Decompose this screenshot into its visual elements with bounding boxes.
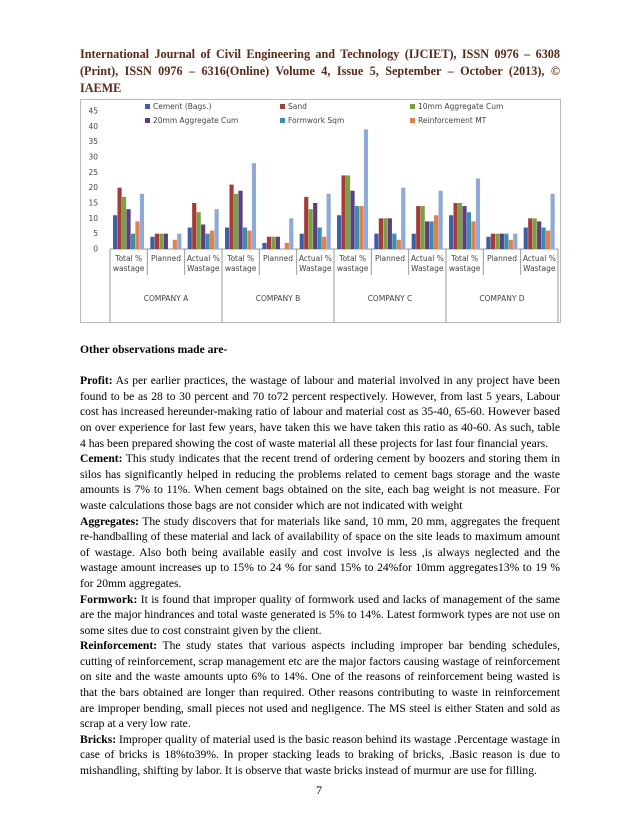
bar-series-7 <box>439 191 443 249</box>
legend-label: 10mm Aggregate Cum <box>418 102 504 111</box>
body-text <box>80 342 560 779</box>
legend-swatch <box>410 118 415 123</box>
bar-20mm-aggregate-cum <box>388 218 392 249</box>
bar-10mm-aggregate-cum <box>346 175 350 249</box>
label: Cement: <box>80 452 123 466</box>
bar-sand <box>267 237 271 249</box>
category-label: Planned <box>262 254 294 263</box>
paragraph-formwork <box>80 592 560 639</box>
bar-20mm-aggregate-cum <box>238 191 242 249</box>
bar-cement-bags- <box>188 228 192 249</box>
page-number: 7 <box>316 783 322 797</box>
bar-reinforcement-mt <box>247 231 251 249</box>
y-tick-label: 5 <box>93 229 98 239</box>
wastage-bar-chart <box>80 99 561 323</box>
bar-20mm-aggregate-cum <box>313 203 317 249</box>
bar-sand <box>304 197 308 249</box>
bar-10mm-aggregate-cum <box>458 203 462 249</box>
bar-20mm-aggregate-cum <box>276 237 280 249</box>
bar-10mm-aggregate-cum <box>495 234 499 249</box>
bar-series-7 <box>140 194 144 249</box>
text: As per earlier practices, the wastage of labour and material involved in any project have been found to be as 28 to 30 percent and 70 to72 percent respectively. However, from last 5 years, Labour cost has increased hereunder-making ratio of labour and material cost as 35-40, 65-60. However based on over experience for last few years, have taken this we have taken this ratio as 40-60. As such, table 4 has been prepared showing the cost of waste material all these projects for last four financial years. <box>80 374 560 450</box>
category-label: Wastage <box>411 264 444 273</box>
bar-reinforcement-mt <box>173 240 177 249</box>
bar-formwork-sqm <box>392 234 396 249</box>
bar-series-7 <box>364 129 368 249</box>
y-tick-label: 20 <box>88 183 98 193</box>
category-label: Wastage <box>523 264 556 273</box>
category-label: Total % <box>227 254 255 263</box>
group-label: COMPANY C <box>367 294 413 303</box>
paragraph-cement <box>80 451 560 513</box>
bar-20mm-aggregate-cum <box>126 209 130 249</box>
bar-cement-bags- <box>412 234 416 249</box>
legend-swatch <box>145 118 150 123</box>
bar-formwork-sqm <box>318 228 322 249</box>
legend-label: Cement (Bags.) <box>153 102 212 111</box>
bar-series-7 <box>551 194 555 249</box>
text: It is found that improper quality of formwork used and lacks of management of the same are the major hindrances and total waste generated is 5% to 14%. Latest formwork types are not use on some sites due to cost constraint given by the client. <box>80 592 560 637</box>
label: Bricks: <box>80 732 117 746</box>
bar-sand <box>528 218 532 249</box>
category-label: wastage <box>336 264 369 273</box>
bar-sand <box>341 175 345 249</box>
group-label: COMPANY A <box>143 294 189 303</box>
bar-20mm-aggregate-cum <box>164 234 168 249</box>
group-label: COMPANY D <box>479 294 525 303</box>
category-label: Planned <box>150 254 182 263</box>
text: This study indicates that the recent trend of ordering cement by boozers and storing them in silos has significantly helped in reducing the problems related to cement bags storage and the waste amounts is 7% to 11%. When cement bags obtained on the site, each bag weight is not measure. For waste calculations those bags are not consider which are not indicated with weight <box>80 452 560 512</box>
y-tick-label: 40 <box>88 121 98 131</box>
bar-reinforcement-mt <box>397 240 401 249</box>
paragraph-reinforcement <box>80 638 560 732</box>
bar-20mm-aggregate-cum <box>201 224 205 249</box>
legend-label: 20mm Aggregate Cum <box>153 116 239 125</box>
legend-swatch <box>145 104 150 109</box>
bar-cement-bags- <box>113 215 117 249</box>
legend-swatch <box>410 104 415 109</box>
bar-reinforcement-mt <box>434 215 438 249</box>
bar-10mm-aggregate-cum <box>309 209 313 249</box>
bar-10mm-aggregate-cum <box>234 194 238 249</box>
legend-label: Reinforcement MT <box>418 116 487 125</box>
bar-reinforcement-mt <box>509 240 513 249</box>
label: Aggregates: <box>80 514 140 528</box>
category-label: wastage <box>448 264 481 273</box>
bar-formwork-sqm <box>504 234 508 249</box>
y-tick-label: 10 <box>88 213 98 223</box>
bar-reinforcement-mt <box>471 221 475 249</box>
bar-series-7 <box>513 234 517 249</box>
bar-formwork-sqm <box>206 234 210 249</box>
bar-series-7 <box>215 209 219 249</box>
category-label: Actual % <box>298 254 332 263</box>
bar-20mm-aggregate-cum <box>462 206 466 249</box>
bar-formwork-sqm <box>131 234 135 249</box>
bar-10mm-aggregate-cum <box>271 237 275 249</box>
category-label: Planned <box>374 254 406 263</box>
bar-10mm-aggregate-cum <box>533 218 537 249</box>
bar-formwork-sqm <box>355 206 359 249</box>
bar-10mm-aggregate-cum <box>197 212 201 249</box>
y-tick-label: 25 <box>88 167 98 177</box>
bar-cement-bags- <box>262 243 266 249</box>
paragraph-bricks <box>80 732 560 779</box>
bar-cement-bags- <box>225 228 229 249</box>
bar-sand <box>117 188 121 249</box>
bar-sand <box>155 234 159 249</box>
bar-series-7 <box>177 234 181 249</box>
bar-cement-bags- <box>449 215 453 249</box>
category-label: Actual % <box>522 254 556 263</box>
bar-cement-bags- <box>337 215 341 249</box>
y-tick-label: 35 <box>88 137 98 147</box>
legend-swatch <box>280 104 285 109</box>
label: Profit: <box>80 374 113 388</box>
bar-reinforcement-mt <box>210 231 214 249</box>
paragraph-aggregates <box>80 514 560 592</box>
bar-series-7 <box>327 194 331 249</box>
category-label: Wastage <box>299 264 332 273</box>
label: Reinforcement: <box>80 639 158 653</box>
bar-formwork-sqm <box>467 212 471 249</box>
category-label: wastage <box>112 264 145 273</box>
category-label: Total % <box>339 254 367 263</box>
bar-reinforcement-mt <box>546 231 550 249</box>
bar-20mm-aggregate-cum <box>500 234 504 249</box>
y-tick-label: 45 <box>88 106 98 116</box>
bar-sand <box>192 203 196 249</box>
category-label: Total % <box>451 254 479 263</box>
bar-series-7 <box>401 188 405 249</box>
y-tick-label: 0 <box>93 244 98 254</box>
bar-10mm-aggregate-cum <box>421 206 425 249</box>
bar-10mm-aggregate-cum <box>159 234 163 249</box>
bar-series-7 <box>252 163 256 249</box>
bar-cement-bags- <box>486 237 490 249</box>
bar-formwork-sqm <box>243 228 247 249</box>
chart-frame <box>81 100 561 323</box>
bar-formwork-sqm <box>430 221 434 249</box>
bar-cement-bags- <box>150 237 154 249</box>
bar-formwork-sqm <box>542 228 546 249</box>
group-label: COMPANY B <box>255 294 301 303</box>
bar-cement-bags- <box>300 234 304 249</box>
bar-cement-bags- <box>524 228 528 249</box>
bar-20mm-aggregate-cum <box>537 221 541 249</box>
bar-20mm-aggregate-cum <box>425 221 429 249</box>
category-label: wastage <box>224 264 257 273</box>
y-tick-label: 15 <box>88 198 98 208</box>
bar-reinforcement-mt <box>322 237 326 249</box>
legend-swatch <box>280 118 285 123</box>
header-line-1: International Journal of Civil Engineering and Technology (IJCIET), ISSN 0976 – 6308 <box>80 47 560 61</box>
text: The study discovers that for materials like sand, 10 mm, 20 mm, aggregates the frequent re-handballing of these material and lack of availability of space on the site leads to maximum amount of wastage. Also both being available easily and cost involve is less ,is always neglected and the wastage amount increases up to 15% to 24 % for sand 15% to 24%for 10mm aggregates13% to 19 % for 20mm aggregates. <box>80 514 560 590</box>
bar-reinforcement-mt <box>359 206 363 249</box>
journal-header <box>80 46 560 97</box>
paragraph-profit <box>80 373 560 451</box>
section-heading: Other observations made are- <box>80 343 228 356</box>
bar-sand <box>379 218 383 249</box>
legend-label: Formwork Sqm <box>288 116 345 125</box>
bar-cement-bags- <box>374 234 378 249</box>
bar-10mm-aggregate-cum <box>383 218 387 249</box>
label: Formwork: <box>80 592 138 606</box>
category-label: Wastage <box>187 264 220 273</box>
category-label: Total % <box>115 254 143 263</box>
bar-sand <box>229 185 233 249</box>
bar-series-7 <box>289 218 293 249</box>
category-label: Actual % <box>410 254 444 263</box>
bar-10mm-aggregate-cum <box>122 197 126 249</box>
text: The study states that various aspects including improper bar bending schedules, cutting of reinforcement, scrap management etc are the major factors causing wastage of reinforcement on site and the waste amounts upto 6% to 14%. One of the reasons of reinforcement being wasted is that the bars obtained are longer than required. Other reasons contributing to waste in reinforcement are improper bending, small pieces not used and negligence. The MS steel is either Staten and sold as scrap at a very low rate. <box>80 639 560 731</box>
legend-label: Sand <box>288 102 307 111</box>
text: Improper quality of material used is the basic reason behind its wastage .Percentage wastage in case of bricks is 18%to39%. In proper stacking leads to braking of bricks, .Basic reason is due to mishandling, shifting by labor. It is observe that waste bricks instead of murmur are use for filling. <box>80 732 560 778</box>
bar-sand <box>416 206 420 249</box>
bar-sand <box>491 234 495 249</box>
category-label: Planned <box>486 254 518 263</box>
bar-20mm-aggregate-cum <box>350 191 354 249</box>
category-label: Actual % <box>186 254 220 263</box>
bar-reinforcement-mt <box>135 221 139 249</box>
header-line-2: (Print), ISSN 0976 – 6316(Online) Volume 4, Issue 5, September – October (2013), © IAEME <box>80 64 560 95</box>
bar-reinforcement-mt <box>285 243 289 249</box>
y-tick-label: 30 <box>88 152 98 162</box>
bar-sand <box>453 203 457 249</box>
bar-series-7 <box>476 178 480 249</box>
